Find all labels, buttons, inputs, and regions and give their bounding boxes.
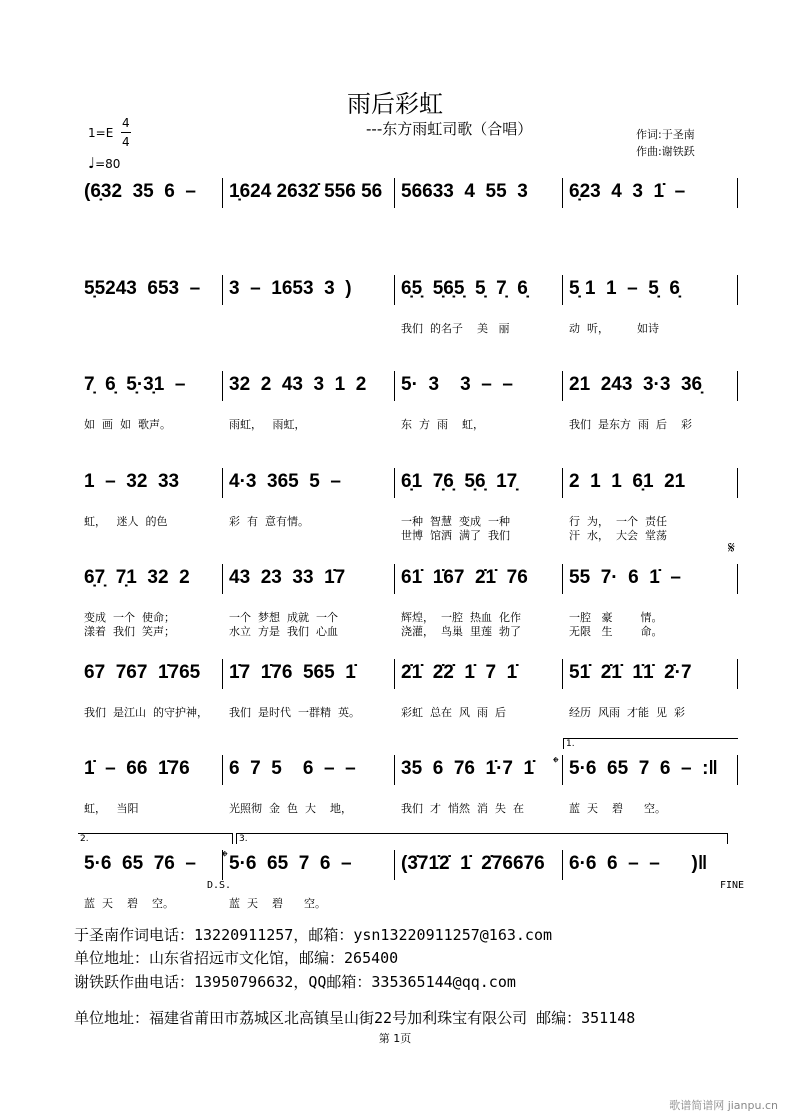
measure: 5̣5243 653 – <box>78 275 223 305</box>
lyric-segment: 我们 是时代 一群精 英。 <box>229 706 360 719</box>
volta-2 <box>78 833 233 844</box>
lyric-segment: 雨虹， 雨虹， <box>229 418 306 431</box>
song-title: 雨后彩虹 <box>347 90 443 118</box>
lyricist: 作词:于圣南 <box>636 128 695 141</box>
lyric-segment: 世博 馆洒 满了 我们 <box>401 529 510 542</box>
lyric-segment: 光照彻 金 色 大 地， <box>229 802 352 815</box>
lyric-segment: 漾着 我们 笑声； <box>84 625 175 638</box>
lyric-segment: 蓝 天 碧 空。 <box>569 802 666 815</box>
measure: 5̣ 1 1 – 5̣ 6̣ <box>563 275 738 305</box>
lyrics-line <box>78 800 738 814</box>
lyric-segment: 无限 生 命。 <box>569 625 663 638</box>
composer-address: 单位地址：福建省莆田市荔城区北高镇呈山街22号加利珠宝有限公司 邮编：351148 <box>74 1009 636 1027</box>
measure: 1̣624 2632̇ 556 56 <box>223 178 395 208</box>
time-signature-bottom: 4 <box>122 135 130 149</box>
lyric-segment: 汗 水， 大会 堂荡 <box>569 529 667 542</box>
measure: 6̣5̣ 5̣6̣5̣ 5̣ 7̣ 6̣ <box>395 275 563 305</box>
measure: 6·6 6 – – )‖ <box>569 853 708 874</box>
lyric-segment: 如 画 如 歌声。 <box>84 418 171 431</box>
measure: (6̣32 35 6 – <box>78 178 223 208</box>
measure: 56633 4 55 3 <box>395 178 563 208</box>
volta-1-label: 1. <box>566 739 575 749</box>
staff-system <box>78 371 738 401</box>
lyric-segment: 辉煌， 一腔 热血 化作 <box>401 611 521 624</box>
lyrics-line <box>78 895 738 909</box>
lyric-segment: 水立 方是 我们 心血 <box>229 625 338 638</box>
staff-system <box>78 468 738 498</box>
staff-system <box>78 178 738 208</box>
lyric-segment: 虹， 迷人 的色 <box>84 515 168 528</box>
lyric-segment: 一个 梦想 成就 一个 <box>229 611 338 624</box>
measure: 21 243 3·3 36̣ <box>563 371 738 401</box>
measure: 5· 3 3 – – <box>395 371 563 401</box>
lyric-segment: 蓝 天 碧 空。 <box>84 897 174 910</box>
measure: 43 23 33 1̇7 <box>223 564 395 594</box>
lyric-segment: 我们 是东方 雨 后 彩 <box>569 418 692 431</box>
volta-2-label: 2. <box>80 834 89 844</box>
lyrics-line <box>78 513 738 527</box>
lyricist-address: 单位地址：山东省招远市文化馆，邮编：265400 <box>74 949 399 967</box>
measure: 55 7· 6 1̇ – <box>563 564 738 594</box>
staff-system <box>78 659 738 689</box>
staff-system <box>78 275 738 305</box>
lyric-segment: 我们 的名子 美 丽 <box>401 322 510 335</box>
volta-3-label: 3. <box>239 834 248 844</box>
measure: 61̇ 1̇67 2̇1̇ 76 <box>395 564 563 594</box>
lyric-segment: 彩 有 意有情。 <box>229 515 309 528</box>
tempo-value: =80 <box>95 157 121 171</box>
lyric-segment: 蓝 天 碧 空。 <box>229 897 326 910</box>
lyric-segment: 我们 才 悄然 消 失 在 <box>401 802 524 815</box>
lyrics-line <box>78 527 738 541</box>
lyric-segment: 变成 一个 使命； <box>84 611 175 624</box>
staff-system <box>78 564 738 594</box>
key-signature: 1=E <box>88 126 114 140</box>
staff-system <box>78 755 738 785</box>
lyric-segment: 我们 是江山 的守护神， <box>84 706 208 719</box>
lyric-segment: 一腔 豪 情。 <box>569 611 663 624</box>
measure: 2 1 1 6̣1 21 <box>563 468 738 498</box>
lyric-segment: 经历 风雨 才能 见 彩 <box>569 706 685 719</box>
lyric-segment: 浇灌， 鸟巢 里莲 勃了 <box>401 625 521 638</box>
volta-3 <box>236 833 728 844</box>
coda-icon-2: 𝄌 <box>222 847 228 866</box>
watermark: 歌谱简谱网 jianpu.cn <box>669 1099 778 1112</box>
segno-icon: 𝄋 <box>728 538 735 557</box>
tempo-mark <box>88 154 120 172</box>
measure: 5·6 65 76 – <box>78 850 223 880</box>
measure: 32 2 43 3 1 2 <box>223 371 395 401</box>
lyric-segment: 一种 智慧 变成 一种 <box>401 515 510 528</box>
measure: 6̣7̣ 7̣1 32 2 <box>78 564 223 594</box>
ds-mark: D.S. <box>207 880 232 891</box>
measure: 4·3 365 5 – <box>223 468 395 498</box>
measure: 6̣23 4 3 1̇ – <box>563 178 738 208</box>
staff-system <box>78 850 738 880</box>
lyrics-line <box>78 704 738 718</box>
lyrics-line <box>78 416 738 430</box>
lyric-segment: 东 方 雨 虹， <box>401 418 484 431</box>
coda-icon: 𝄌 <box>553 753 559 772</box>
lyricist-contact: 于圣南作词电话：13220911257，邮箱：ysn13220911257@163.com <box>74 926 553 944</box>
measure: 5·6 65 7 6 – :‖ <box>563 755 738 785</box>
measure: 35 6 76 1̇·7 1̇ <box>395 755 563 785</box>
quarter-note-icon: ♩ <box>88 154 96 172</box>
subtitle: ---东方雨虹司歌（合唱） <box>366 120 533 138</box>
fine-mark: FINE <box>720 880 745 891</box>
composer: 作曲:谢铁跃 <box>636 145 695 158</box>
measure: 1̇7 1̇76 565 1̇ <box>223 659 395 689</box>
page-number: 第 1页 <box>378 1032 412 1045</box>
lyric-segment: 行 为， 一个 责任 <box>569 515 667 528</box>
measure: 6̣1 7̣6̣ 5̣6̣ 17̣ <box>395 468 563 498</box>
volta-1 <box>563 738 738 749</box>
measure: 5·6 65 7 6 – <box>223 850 395 880</box>
time-signature-line <box>121 132 131 133</box>
lyrics-line <box>78 623 738 637</box>
measure: 2̇1̇ 2̇2̇ 1̇ 7 1̇ <box>395 659 563 689</box>
lyrics-line <box>78 609 738 623</box>
measure: 51̇ 2̇1̇ 1̇1̇ 2̇·7 <box>563 659 738 689</box>
lyric-segment: 彩虹 总在 风 雨 后 <box>401 706 506 719</box>
measure: 7̣ 6̣ 5̣·3̣1 – <box>78 371 223 401</box>
measure: 67 767 1̇765 <box>78 659 223 689</box>
time-signature-top: 4 <box>122 116 130 130</box>
lyrics-line <box>78 223 738 237</box>
lyrics-line <box>78 320 738 334</box>
measure: 1̇ – 66 1̇76 <box>78 755 223 785</box>
lyric-segment: 虹， 当阳 <box>84 802 139 815</box>
composer-contact: 谢铁跃作曲电话：13950796632，QQ邮箱：335365144@qq.com <box>74 973 516 991</box>
measure: 1 – 32 33 <box>78 468 223 498</box>
measure: (3̇71̇2̇ 1̇ 2̇76676 <box>395 850 563 880</box>
lyric-segment: 动 听， 如诗 <box>569 322 659 335</box>
measure: 6 7 5 6 – – <box>223 755 395 785</box>
measure: 3 – 1653 3 ) <box>223 275 395 305</box>
